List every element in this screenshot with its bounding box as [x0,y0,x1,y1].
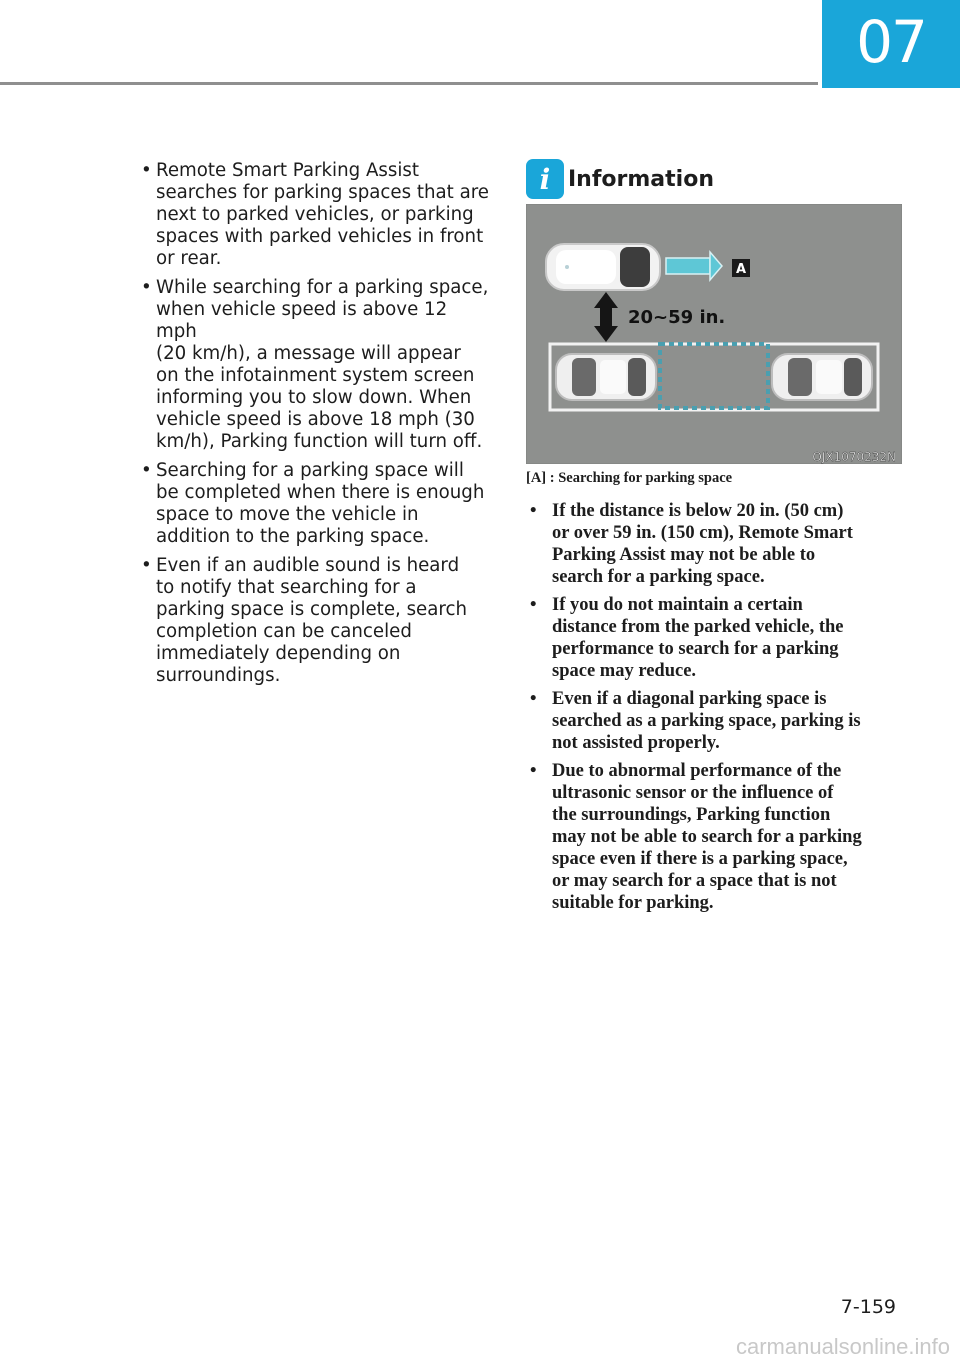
information-list [526,500,902,920]
chapter-number: 07 [856,8,926,76]
figure-code: OJX1070232N [812,450,896,464]
marker-a-label: A [735,262,747,277]
parking-search-illustration [526,204,902,464]
list-item: • Remote Smart Parking Assist searches for parking spaces that are next to parked vehicles, or parking spaces with parked vehicles in front or rear. [141,160,489,269]
info-icon: i [526,159,564,199]
page-number: 7-159 [840,1296,896,1318]
list-item: • Even if a diagonal parking space is searched as a parking space, parking is not assisted properly. [530,689,861,753]
distance-label: 20~59 in. [628,307,726,328]
list-item: • If you do not maintain a certain distance from the parked vehicle, the performance to search for a parking space may reduce. [530,595,844,681]
header-rule [0,82,818,85]
list-item: • Searching for a parking space will be completed when there is enough space to move the vehicle in addition to the parking space. [141,460,485,547]
chapter-tab [822,0,960,88]
information-heading [526,159,714,199]
list-item: • While searching for a parking space, when vehicle speed is above 12 mph (20 km/h), a message will appear on the infotainment system screen informing you to slow down. When vehicle speed is above 18 mph (30 km/h), Parking function will turn off. [141,277,489,452]
left-column [138,160,490,694]
figure-caption: [A] : Searching for parking space [526,470,733,486]
searching-vehicle [546,244,660,290]
list-item: • Even if an audible sound is heard to notify that searching for a parking space is complete, search completion can be canceled immediately depending on surroundings. [141,555,467,686]
parked-vehicle-right [772,354,872,400]
parked-vehicle-left [556,354,656,400]
list-item: • Due to abnormal performance of the ultrasonic sensor or the influence of the surroundings, Parking function may not be able to search for a parking space even if there is a parking space, or may search for a space that is not suitable for parking. [530,761,862,913]
watermark: carmanualsonline.info [735,1334,950,1359]
information-title: Information [568,166,714,192]
list-item: • If the distance is below 20 in. (50 cm) or over 59 in. (150 cm), Remote Smart Parking Assist may not be able to search for a parking space. [530,501,853,587]
